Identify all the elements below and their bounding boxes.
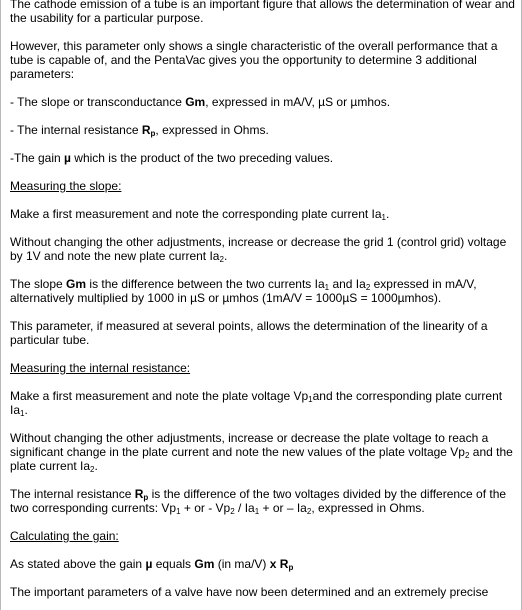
section-heading [10,529,515,543]
body-paragraph [10,95,515,109]
bold-text: µ [64,151,71,165]
text-run: , expressed in Ohms. [155,123,269,137]
text-run: and the plate current Ia [10,445,513,473]
subscript-text: p [288,563,294,572]
subscript-text: 2 [464,451,470,460]
body-paragraph [10,585,515,599]
text-run: Calculating the gain: [10,529,119,543]
document-body [10,0,515,610]
text-run: and the corresponding plate current Ia [10,389,503,417]
text-run: / Ia [234,501,255,515]
subscript-text: 1 [176,507,181,516]
subscript-text: 2 [306,507,312,516]
text-run: and Ia [329,277,366,291]
subscript-text: 2 [365,283,371,292]
body-paragraph [10,151,515,165]
bold-text: R [141,123,151,137]
text-run: However, this parameter only shows a single characteristic of the overall performance that a tube is capable of, and the PentaVac gives you the opportunity to determine 3 additional parameters: [10,39,498,81]
body-paragraph [10,277,515,305]
body-paragraph [10,487,515,515]
body-paragraph [10,319,515,347]
section-heading [10,179,515,193]
text-run: is the difference of the two voltages divided by the difference of the two corresponding currents: Vp [10,487,507,515]
body-paragraph [10,431,515,473]
text-run: expressed in mA/V, alternatively multiplied by 1000 in µS or µmhos (1mA/V = 1000µS = 1000µmhos). [10,277,477,305]
subscript-text: 2 [230,507,235,516]
subscript-text: 1 [324,283,330,292]
bold-text: R [134,487,144,501]
bold-text: Gm [185,95,206,109]
text-run: The cathode emission of a tube is an important figure that allows the determination of wear and the usability for a particular purpose. [10,0,515,25]
subscript-text: 1 [20,409,25,418]
text-run: Make a first measurement and note the plate voltage Vp [10,389,309,403]
text-run: Measuring the internal resistance: [10,361,191,375]
body-paragraph [10,557,515,571]
subscript-text: p [143,493,149,502]
text-run: This parameter, if measured at several points, allows the determination of the linearity of a particular tube. [10,319,488,347]
subscript-text: 2 [219,255,224,264]
text-run: (in ma/V) [214,557,270,571]
text-run: . [386,207,390,221]
text-run: is the difference between the two currents Ia [86,277,325,291]
bold-text: Gm [194,557,215,571]
text-run: . [94,459,98,473]
text-run: , expressed in Ohms. [311,501,425,515]
text-run: . [223,249,228,263]
text-run: + or – Ia [259,501,307,515]
text-run: The slope [10,277,67,291]
subscript-text: 1 [254,507,260,516]
section-heading [10,361,515,375]
text-run: Without changing the other adjustments, increase or decrease the plate voltage to reach a significant change in the plate current and note the new values of the plate voltage Vp [10,431,489,459]
text-run: Without changing the other adjustments, increase or decrease the grid 1 (control grid) voltage by 1V and note the new plate current Ia [10,235,507,263]
body-paragraph [10,207,515,221]
text-run: - The slope or transconductance [10,95,186,109]
body-paragraph [10,235,515,263]
text-run: As stated above the gain [10,557,146,571]
subscript-text: 1 [308,395,313,404]
text-run: , expressed in mA/V, µS or µmhos. [205,95,391,109]
text-run: - The internal resistance [10,123,142,137]
bold-text: µ [145,557,153,571]
body-paragraph [10,389,515,417]
subscript-text: 2 [90,465,95,474]
subscript-text: 1 [381,213,386,222]
bold-text: x R [269,557,289,571]
bold-text: Gm [66,277,87,291]
body-paragraph [10,123,515,137]
body-paragraph [10,0,515,25]
text-run: which is the product of the two preceding values. [70,151,334,165]
text-run: -The gain [10,151,65,165]
text-run: The internal resistance [10,487,135,501]
text-run: Measuring the slope: [10,179,122,193]
text-run: + or - Vp [180,501,231,515]
body-paragraph [10,39,515,81]
text-run: Make a first measurement and note the corresponding plate current Ia [10,207,382,221]
text-run: . [24,403,28,417]
page-border-left [0,0,1,610]
subscript-text: p [150,129,156,138]
text-run: The important parameters of a valve have now been determined and an extremely precise [10,585,489,599]
text-run: equals [152,557,195,571]
